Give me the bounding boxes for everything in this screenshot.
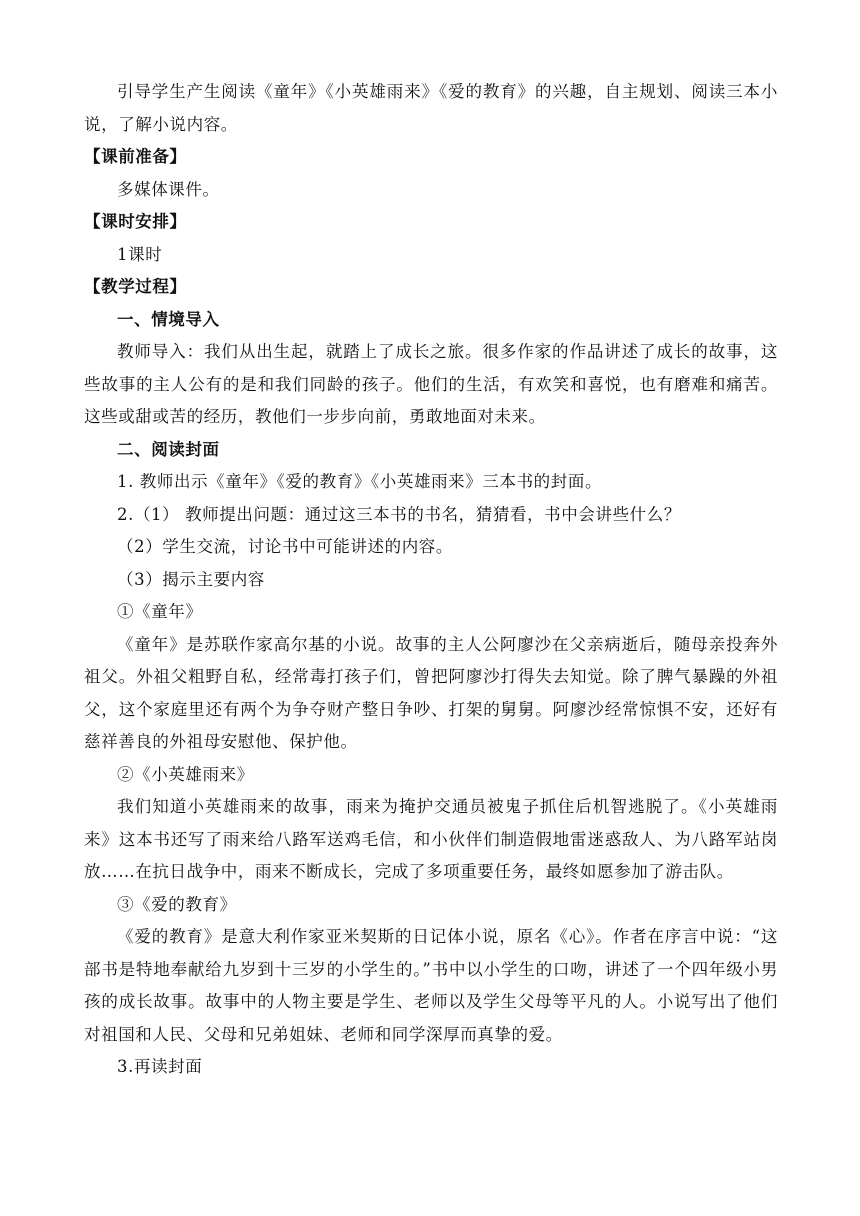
document-page [84,76,778,1084]
step-3: 3.再读封面 [117,1057,203,1076]
step-2-3: （3）揭示主要内容 [117,569,265,589]
teaching-goal-paragraph: 引导学生产生阅读《童年》《小英雄雨来》《爱的教育》的兴趣，自主规划、阅读三本小说，了解小说内容。 [84,82,778,134]
section-1-title: 一、情境导入 [117,309,220,329]
book-2-paragraph: 我们知道小英雄雨来的故事，雨来为掩护交通员被鬼子抓住后机智逃脱了。《小英雄雨来》这本书还写了雨来给八路军送鸡毛信，和小伙伴们制造假地雷迷惑敌人、为八路军站岗放……在抗日战争中，雨来不断成长，完成了多项重要任务，最终如愿参加了游击队。 [84,797,778,881]
prep-heading: 【课前准备】 [84,147,187,166]
book-1-paragraph: 《童年》是苏联作家高尔基的小说。故事的主人公阿廖沙在父亲病逝后，随母亲投奔外祖父。外祖父粗野自私，经常毒打孩子们，曾把阿廖沙打得失去知觉。除了脾气暴躁的外祖父，这个家庭里还有两个为争夺财产整日争吵、打架的舅舅。阿廖沙经常惊惧不安，还好有慈祥善良的外祖母安慰他、保护他。 [84,634,778,751]
step-2-1: 2.（1） 教师提出问题：通过这三本书的书名，猜猜看，书中会讲些什么？ [117,504,681,524]
section-2-title: 二、阅读封面 [117,439,220,459]
process-heading: 【教学过程】 [84,277,187,296]
section-1-paragraph: 教师导入：我们从出生起，就踏上了成长之旅。很多作家的作品讲述了成长的故事，这些故事的主人公有的是和我们同龄的孩子。他们的生活，有欢笑和喜悦，也有磨难和痛苦。这些或甜或苦的经历，教他们一步步向前，勇敢地面对未来。 [84,342,778,426]
schedule-heading: 【课时安排】 [84,212,187,231]
step-2-2: （2）学生交流，讨论书中可能讲述的内容。 [117,537,453,556]
book-3-paragraph: 《爱的教育》是意大利作家亚米契斯的日记体小说，原名《心》。作者在序言中说：“这部书是特地奉献给九岁到十三岁的小学生的。”书中以小学生的口吻，讲述了一个四年级小男孩的成长故事。故事中的人物主要是学生、老师以及学生父母等平凡的人。小说写出了他们对祖国和人民、父母和兄弟姐妹、老师和同学深厚而真挚的爱。 [84,927,778,1044]
step-1: 1. 教师出示《童年》《爱的教育》《小英雄雨来》三本书的封面。 [117,472,603,491]
book-2-title: ②《小英雄雨来》 [117,764,254,784]
schedule-content: 1课时 [117,244,163,264]
book-3-title: ③《爱的教育》 [117,894,237,914]
prep-content: 多媒体课件。 [117,179,220,199]
book-1-title: ①《童年》 [117,602,203,621]
